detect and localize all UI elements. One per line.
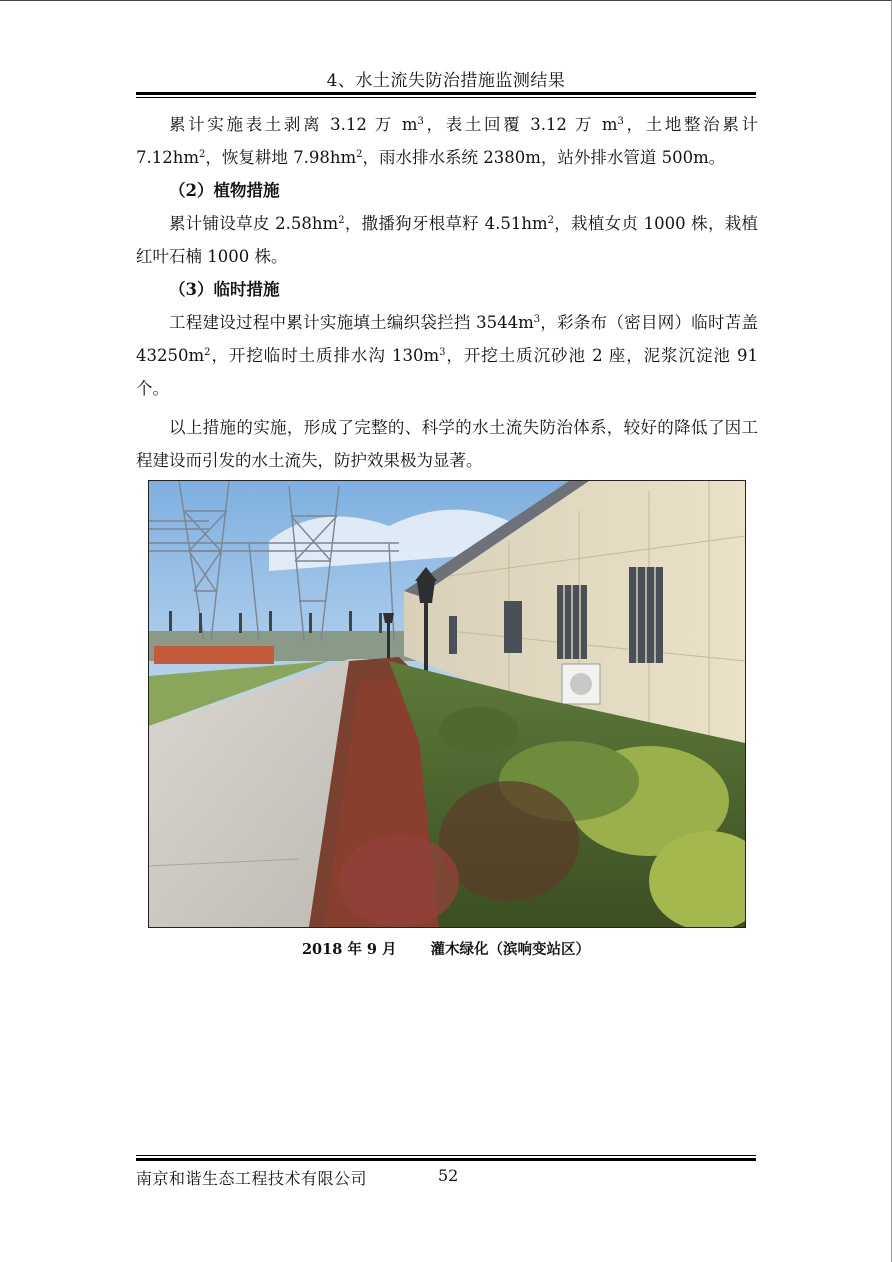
plant-measures-paragraph: 累计铺设草皮 $2.58hm^2$，撒播狗牙根草籽 $4.51hm^2$，栽植女贞 1000 株，栽植红叶石楠 1000 株。: [136, 214, 759, 266]
temporary-measures-heading: （3）临时措施: [169, 280, 280, 299]
site-photo-shrub-greening: [148, 480, 746, 928]
footer-company-name: 南京和谐生态工程技术有限公司: [136, 1169, 368, 1188]
header-rule-thick: [136, 92, 756, 95]
summary-paragraph: 以上措施的实施，形成了完整的、科学的水土流失防治体系，较好的降低了因工程建设而引发的水土流失，防护效果极为显著。: [136, 418, 758, 470]
plant-measures-heading: （2）植物措施: [169, 181, 280, 200]
header-rule-thin: [136, 97, 756, 98]
figure-caption-date: 2018 年 9 月: [301, 941, 397, 958]
engineering-measures-paragraph: 累计实施表土剥离 3.12 万 $m^3$，表土回覆 3.12 万 $m^3$，土地整治累计 $7.12hm^2$，恢复耕地 $7.98hm^2$，雨水排水系统 2380m，站外排水管道 500m。: [136, 115, 758, 167]
footer-rule-thin: [136, 1155, 756, 1156]
figure-caption-title: 灌木绿化（滨响变站区）: [430, 941, 591, 958]
figure-caption: [148, 938, 744, 959]
body-text: [136, 108, 758, 477]
running-header-title: 4、水土流失防治措施监测结果: [326, 71, 566, 91]
footer-page-number: 52: [438, 1166, 459, 1185]
temporary-measures-paragraph: 工程建设过程中累计实施填土编织袋拦挡 $3544m^3$，彩条布（密目网）临时苫盖 $43250m^2$，开挖临时土质排水沟 $130m^3$，开挖土质沉砂池 2 座，泥浆沉淀池 91 个。: [136, 313, 759, 398]
page-top-border: [0, 0, 892, 1]
footer-rule-thick: [136, 1158, 756, 1161]
